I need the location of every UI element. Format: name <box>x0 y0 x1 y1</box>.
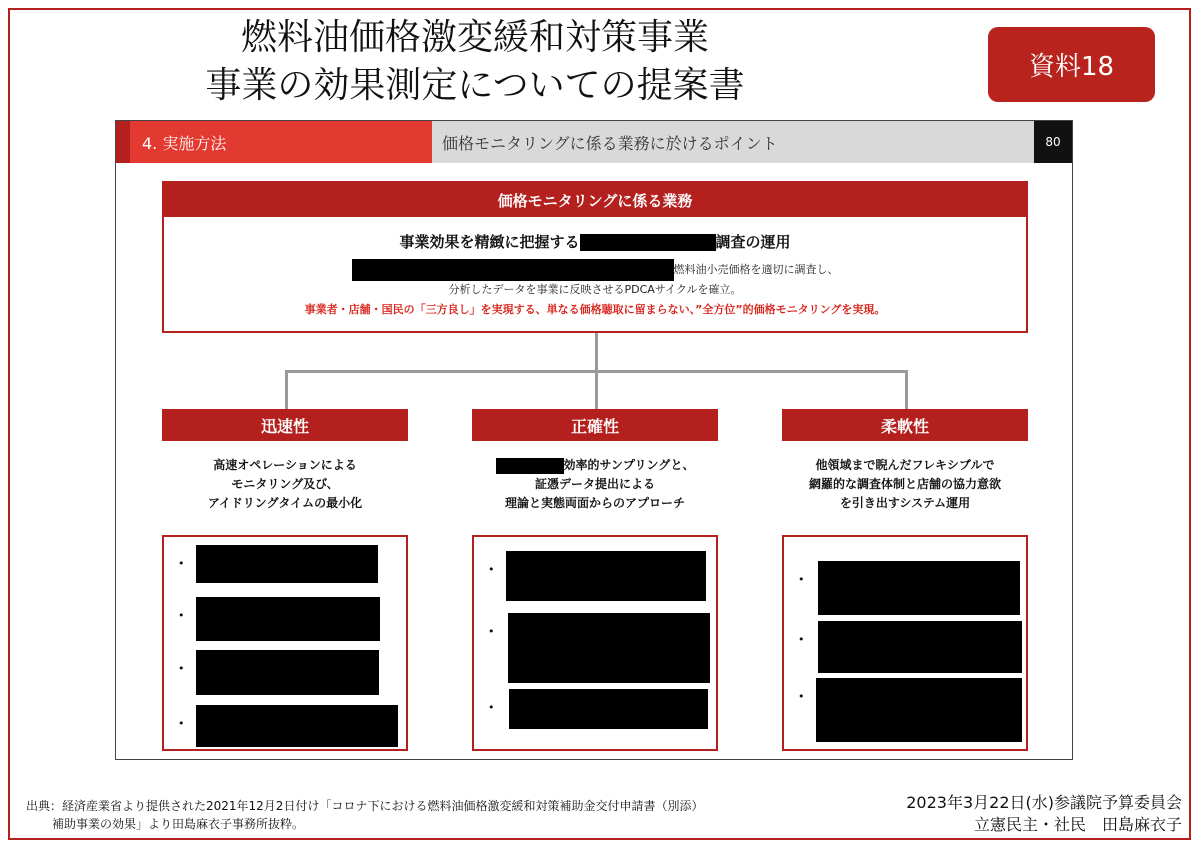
redaction-block <box>508 613 710 683</box>
header-accent-strip <box>116 121 130 163</box>
source-line-2: 補助事業の効果」より田島麻衣子事務所抜粋。 <box>52 817 305 831</box>
presenter-info <box>906 792 1182 836</box>
column-title-speed: 迅速性 <box>162 409 408 441</box>
description-line: アイドリングタイムの最小化 <box>207 496 363 510</box>
monitoring-line-3: 分析したデータを事業に反映させるPDCAサイクルを確立。 <box>448 283 742 296</box>
list-item <box>784 561 1026 605</box>
bullet-icon: • <box>178 662 185 675</box>
bullet-icon: • <box>798 573 805 586</box>
redacted-list-flexibility <box>782 535 1028 751</box>
redaction-block <box>196 650 379 695</box>
connector-vertical-main <box>595 333 598 371</box>
redaction-block <box>196 597 380 641</box>
list-item <box>474 551 716 595</box>
headline-right: 調査の運用 <box>715 233 791 251</box>
description-line: 他領域まで睨んだフレキシブルで <box>815 458 995 472</box>
bullet-icon: • <box>798 690 805 703</box>
monitoring-box <box>162 181 1028 333</box>
title-line-1: 燃料油価格激変緩和対策事業 <box>240 17 709 58</box>
bullet-icon: • <box>488 701 495 714</box>
redaction-block <box>816 678 1022 742</box>
monitoring-title: 価格モニタリングに係る業務 <box>164 183 1026 217</box>
title-line-2: 事業の効果測定についての提案書 <box>205 65 745 106</box>
monitoring-headline <box>164 231 1026 252</box>
redaction-block <box>818 621 1022 673</box>
bullet-icon: • <box>488 563 495 576</box>
redaction-block <box>496 458 564 474</box>
connector-center <box>595 370 598 410</box>
redaction-block <box>580 234 716 251</box>
column-description-speed <box>162 456 408 513</box>
committee-date: 2023年3月22日(水)参議院予算委員会 <box>906 793 1182 812</box>
section-label: 4. 実施方法 <box>130 121 432 163</box>
redaction-block <box>352 259 674 281</box>
redaction-block <box>818 561 1020 615</box>
slide-header <box>116 121 1072 163</box>
bullet-icon: • <box>488 625 495 638</box>
list-item <box>164 650 406 694</box>
slide-page-number: 80 <box>1034 121 1072 163</box>
source-line-1: 出典：経済産業省より提供された2021年12月2日付け「コロナ下における燃料油価格激変緩和対策補助金交付申請書（別添） <box>26 799 704 813</box>
description-line: モニタリング及び、 <box>231 477 339 491</box>
presenter-name: 立憲民主・社民 田島麻衣子 <box>973 815 1182 834</box>
list-item <box>164 705 406 749</box>
list-item <box>474 689 716 733</box>
document-title <box>150 14 800 110</box>
redacted-list-speed <box>162 535 408 751</box>
slide-title: 価格モニタリングに係る業務に於けるポイント <box>432 121 1034 163</box>
line-2-text: 燃料油小売価格を適切に調査し、 <box>673 263 839 276</box>
connector-right <box>905 370 908 410</box>
monitoring-body <box>164 217 1026 331</box>
monitoring-emphasis-line: 事業者・店舗・国民の「三方良し」を実現する、単なる価格聴取に留まらない、”全方位”的価格モニタリングを実現。 <box>304 303 886 316</box>
headline-left: 事業効果を精緻に把握する <box>399 233 580 251</box>
redaction-block <box>506 551 706 601</box>
column-title-flexibility: 柔軟性 <box>782 409 1028 441</box>
list-item <box>164 545 406 589</box>
connector-left <box>285 370 288 410</box>
column-description-flexibility <box>782 456 1028 513</box>
list-item <box>164 597 406 641</box>
embedded-slide <box>115 120 1073 760</box>
description-line: 高速オペレーションによる <box>213 458 357 472</box>
description-line: 証憑データ提出による <box>534 477 655 491</box>
bullet-icon: • <box>178 557 185 570</box>
redaction-block <box>196 705 398 747</box>
source-citation <box>26 797 703 833</box>
redaction-block <box>196 545 378 583</box>
bullet-icon: • <box>798 633 805 646</box>
description-line: 網羅的な調査体制と店舗の協力意欲 <box>808 477 1001 491</box>
list-item <box>784 621 1026 665</box>
description-line: 理論と実態両面からのアプローチ <box>504 496 685 510</box>
redaction-block <box>509 689 708 729</box>
description-line: を引き出すシステム運用 <box>839 496 971 510</box>
redacted-list-accuracy <box>472 535 718 751</box>
list-item <box>474 613 716 657</box>
list-item <box>784 678 1026 722</box>
column-description-accuracy <box>472 456 718 513</box>
description-text: 効率的サンプリングと、 <box>563 458 695 472</box>
bullet-icon: • <box>178 717 185 730</box>
monitoring-line-2 <box>164 259 1026 281</box>
column-title-accuracy: 正確性 <box>472 409 718 441</box>
document-number-badge: 資料18 <box>988 27 1155 102</box>
bullet-icon: • <box>178 609 185 622</box>
description-line <box>472 456 718 475</box>
